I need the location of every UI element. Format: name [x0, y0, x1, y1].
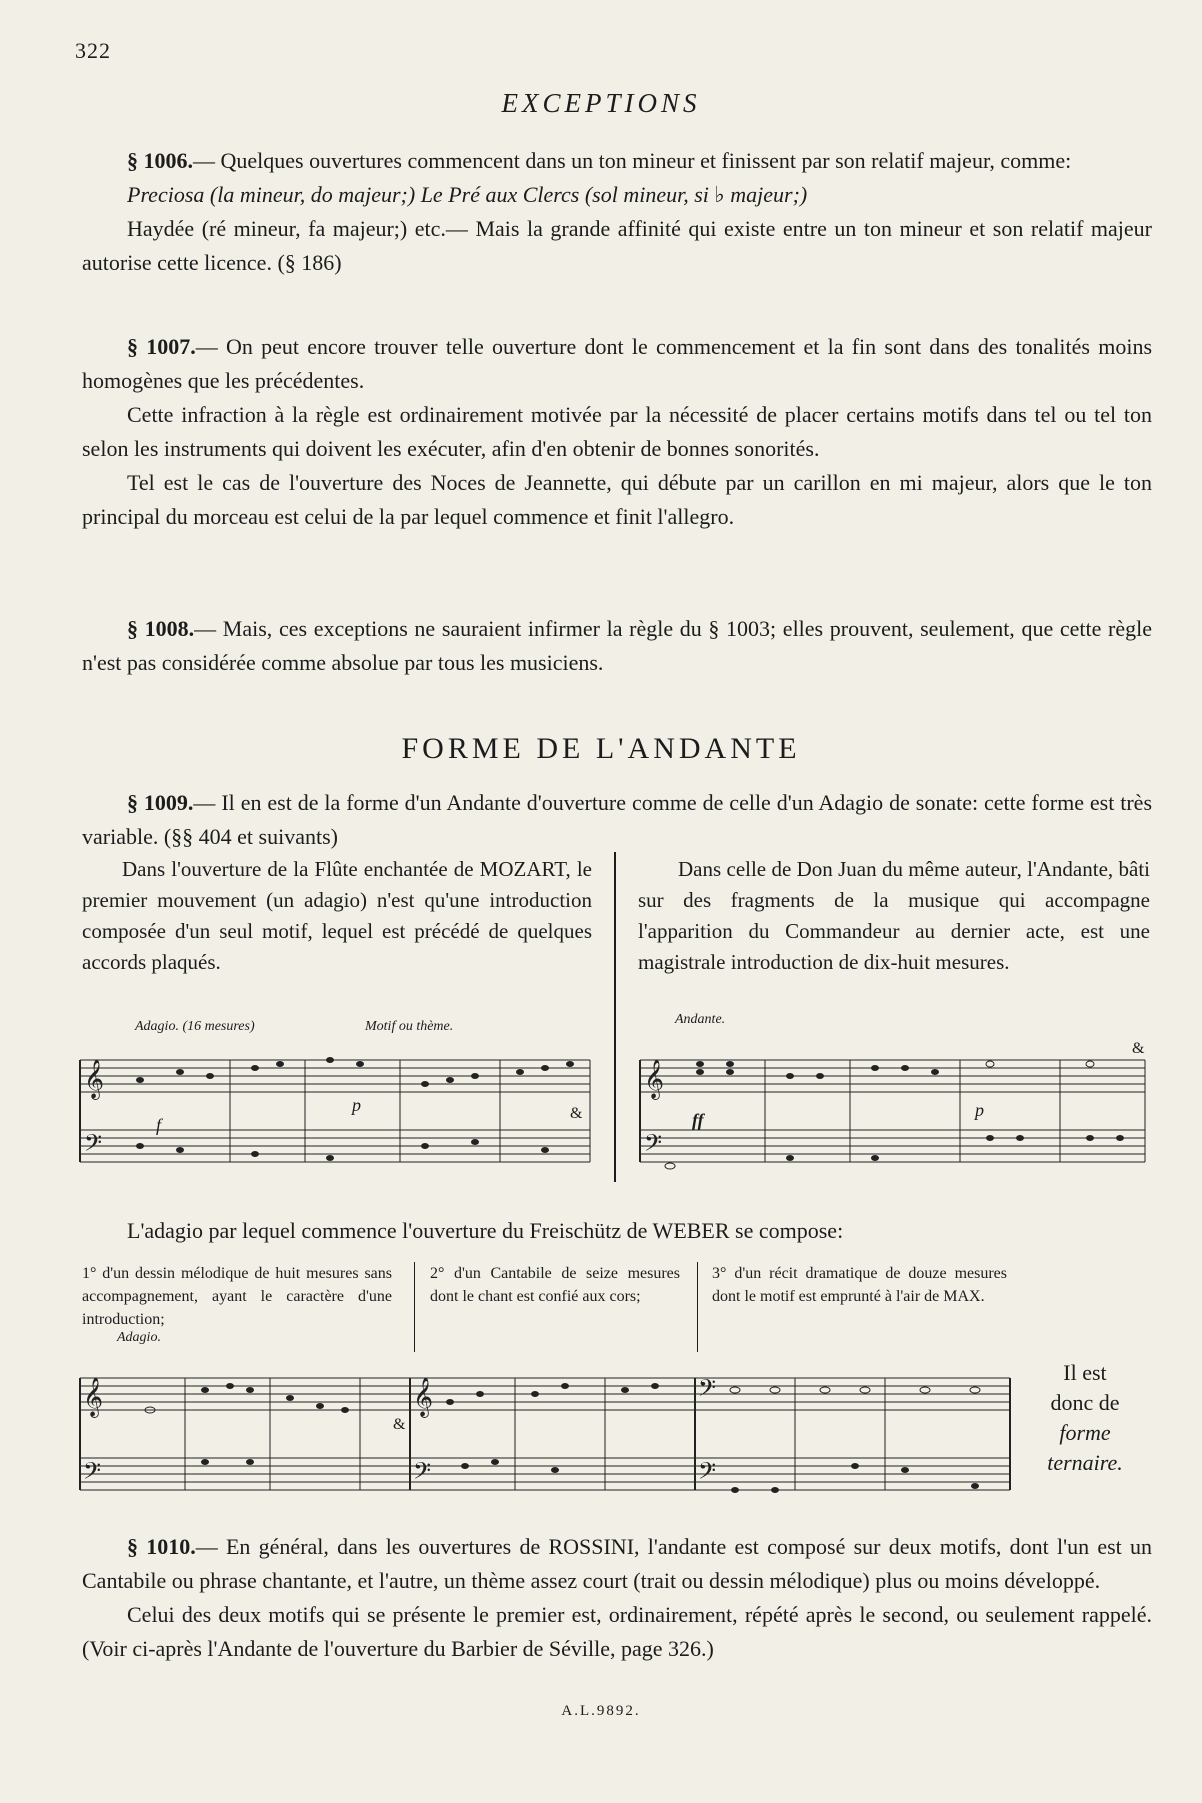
- section-heading-andante: FORME DE L'ANDANTE: [401, 732, 801, 765]
- paragraph-line: Haydée (ré mineur, fa majeur;) etc.— Mais la grande affinité qui existe entre un ton mineur et son relatif majeur autorise cette licence. (§ 186): [82, 216, 1152, 275]
- tempo-marking: Andante.: [675, 1012, 726, 1027]
- svg-text:𝄢: 𝄢: [83, 1457, 102, 1490]
- freischutz-intro: L'adagio par lequel commence l'ouverture du Freischütz de WEBER se compose:: [127, 1218, 844, 1243]
- paragraph-1006: [82, 144, 1152, 280]
- svg-text:𝄢: 𝄢: [84, 1129, 103, 1162]
- dynamic-marking: ff: [692, 1110, 704, 1130]
- paragraph-line: Preciosa (la mineur, do majeur;) Le Pré aux Clercs (sol mineur, si ♭ majeur;): [127, 182, 808, 207]
- paragraph-1008: [82, 612, 1152, 680]
- svg-text:𝄢: 𝄢: [644, 1129, 663, 1162]
- dynamic-marking: f: [156, 1115, 162, 1135]
- score-don-juan: [630, 1035, 1155, 1205]
- svg-text:𝄢: 𝄢: [413, 1457, 432, 1490]
- freischutz-part-1: 1° d'un dessin mélodique de huit mesures sans accompagnement, ayant le caractère d'une introduction;: [82, 1265, 392, 1328]
- conclusion-line: ternaire.: [1047, 1450, 1123, 1475]
- freischutz-part-2: 2° d'un Cantabile de seize mesures dont le chant est confié aux cors;: [430, 1265, 680, 1305]
- footer-code: A.L.9892.: [561, 1703, 641, 1719]
- column-right: [638, 854, 1150, 978]
- conclusion-note: [1020, 1358, 1150, 1478]
- paragraph-text: — Mais, ces exceptions ne sauraient infirmer la règle du § 1003; elles prouvent, seulement, que cette règle n'est pas considérée comme absolue par tous les musiciens.: [82, 616, 1153, 675]
- section-number: § 1010.: [127, 1534, 196, 1559]
- svg-text:𝄞: 𝄞: [84, 1059, 105, 1099]
- conclusion-line: donc de: [1050, 1390, 1120, 1415]
- column-text: Dans l'ouverture de la Flûte enchantée de MOZART, le premier mouvement (un adagio) n'est qu'une introduction composée d'un seul motif, lequel est précédé de quelques accords plaqués.: [82, 857, 592, 974]
- column-divider: [614, 852, 616, 1182]
- continuation-mark: &: [1132, 1040, 1145, 1057]
- column-left: [82, 854, 592, 978]
- conclusion-line: Il est: [1063, 1360, 1107, 1385]
- tempo-marking: Adagio. (16 mesures): [135, 1019, 255, 1034]
- continuation-mark: &: [570, 1105, 583, 1122]
- paragraph-text: — Il en est de la forme d'un Andante d'ouverture comme de celle d'un Adagio de sonate: cette forme est très variable. (§§ 404 et suivants): [82, 790, 1153, 849]
- freischutz-part-3: 3° d'un récit dramatique de douze mesures dont le motif est emprunté à l'air de MAX.: [712, 1265, 1007, 1305]
- paragraph-text: Tel est le cas de l'ouverture des Noces de Jeannette, qui débute par un carillon en mi majeur, alors que le ton principal du morceau est celui de la par lequel commence et finit l'allegro.: [82, 470, 1152, 529]
- motif-label: Motif ou thème.: [365, 1019, 454, 1034]
- svg-text:𝄢: 𝄢: [698, 1457, 717, 1490]
- section-number: § 1006.: [127, 148, 193, 173]
- section-number: § 1007.: [127, 334, 196, 359]
- conclusion-line: forme: [1059, 1420, 1111, 1445]
- svg-text:𝄞: 𝄞: [644, 1059, 665, 1099]
- paragraph-1007: [82, 330, 1152, 534]
- svg-text:𝄞: 𝄞: [83, 1377, 104, 1417]
- section-number: § 1008.: [127, 616, 195, 641]
- page-number: 322: [75, 38, 111, 63]
- dynamic-marking: p: [352, 1095, 361, 1115]
- paragraph-1010: [82, 1530, 1152, 1666]
- column-text: Dans celle de Don Juan du même auteur, l'Andante, bâti sur des fragments de la musique qui accompagne l'apparition du Commandeur au dernier acte, est une magistrale introduction de dix-huit mesures.: [638, 857, 1150, 974]
- dynamic-marking: p: [975, 1100, 984, 1120]
- continuation-mark: &: [393, 1416, 406, 1433]
- paragraph-text: — On peut encore trouver telle ouverture dont le commencement et la fin sont dans des tonalités moins homogènes que les précédentes.: [82, 334, 1153, 393]
- score-flute: [70, 1035, 600, 1205]
- music-example-don-juan: [630, 1010, 1155, 1205]
- score-freischutz: [75, 1348, 1015, 1518]
- tempo-marking: Adagio.: [117, 1330, 161, 1345]
- paragraph-text: — En général, dans les ouvertures de ROSSINI, l'andante est composé sur deux motifs, dont l'un est un Cantabile ou phrase chantante, et l'autre, un thème assez court (trait ou dessin mélodique) plus ou moins développé.: [82, 1534, 1153, 1593]
- paragraph-text: Celui des deux motifs qui se présente le premier est, ordinairement, répété après le second, ou seulement rappelé. (Voir ci-après l'Andante de l'ouverture du Barbier de Séville, page 326.): [82, 1602, 1152, 1661]
- section-heading-exceptions: EXCEPTIONS: [501, 88, 701, 118]
- paragraph-1009: [82, 786, 1152, 854]
- svg-text:𝄞: 𝄞: [413, 1377, 434, 1417]
- svg-text:𝄢: 𝄢: [698, 1374, 717, 1407]
- paragraph-text: Cette infraction à la règle est ordinairement motivée par la nécessité de placer certains motifs dans tel ou tel ton selon les instruments qui doivent les exécuter, afin d'en obtenir de bonnes sonorités.: [82, 402, 1152, 461]
- music-example-freischutz: [75, 1328, 1015, 1518]
- section-number: § 1009.: [127, 790, 194, 815]
- paragraph-text: — Quelques ouvertures commencent dans un ton mineur et finissent par son relatif majeur, comme:: [193, 148, 1072, 173]
- music-example-flute: [70, 1015, 600, 1205]
